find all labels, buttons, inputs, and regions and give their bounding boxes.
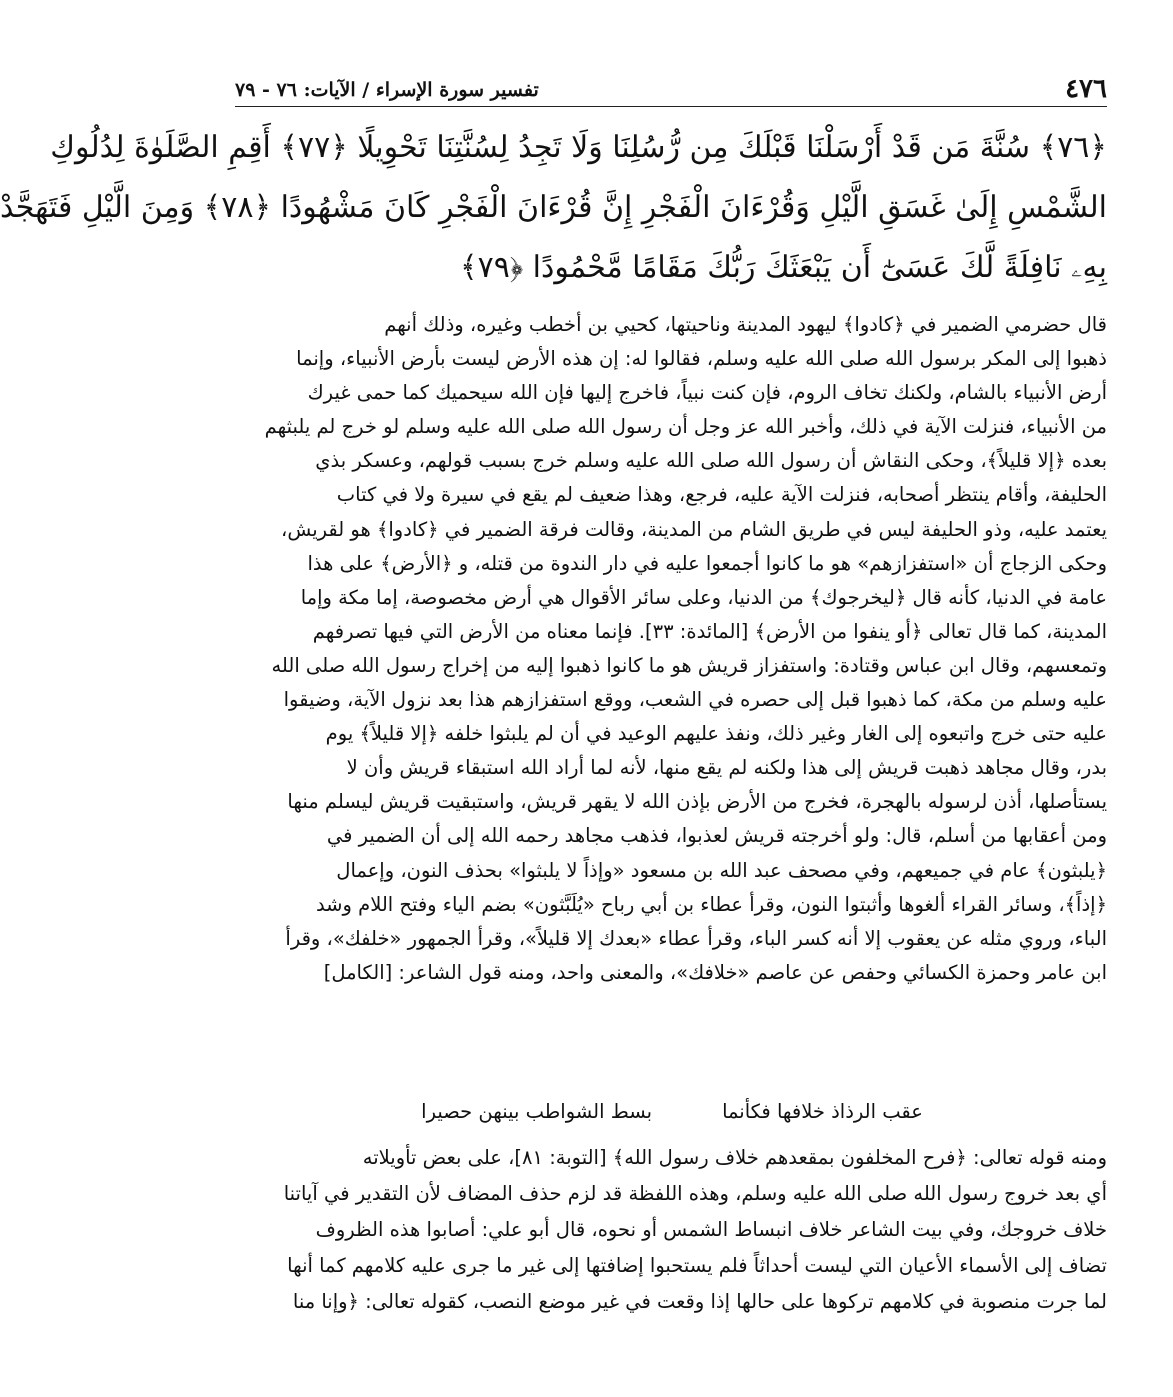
- text-line: قال حضرمي الضمير في ﴿كادوا﴾ ليهود المدينة وناحيتها، كحيي بن أخطب وغيره، وذلك أنهم: [384, 313, 1107, 336]
- text-line: ﴿إذاً﴾، وسائر القراء ألغوها وأثبتوا النون، وقرأ عطاء بن أبي رباح «يُلَبَّثون» بضم الياء وفتح اللام وشد: [315, 892, 1107, 916]
- text-line: الباء، وروي مثله عن يعقوب إلا أنه كسر الباء، وقرأ عطاء «بعدك إلا قليلاً»، وقرأ الجمهور «خلفك»، وقرأ: [285, 926, 1107, 950]
- poetry-verse: [237, 1100, 1107, 1123]
- text-line: يعتمد عليه، وذو الحليفة ليس في طريق الشام من المدينة، وقالت فرقة الضمير في ﴿كادوا﴾ هو لقريش،: [281, 517, 1107, 541]
- text-line: ومنه قوله تعالى: ﴿فرح المخلفون بمقعدهم خلاف رسول الله﴾ [التوبة: ٨١]، على بعض تأويلاته: [362, 1146, 1107, 1169]
- running-title: تفسير سورة الإسراء / الآيات: ٧٦ - ٧٩: [235, 79, 539, 101]
- text-line: تضاف إلى الأسماء الأعيان التي ليست أحداثاً فلم يستحبوا إضافتها إلى غير ما جرى عليه كلامهم كما أنها: [287, 1254, 1107, 1277]
- quran-line: الشَّمْسِ إِلَىٰ غَسَقِ الَّيْلِ وَقُرْءَانَ الْفَجْرِ إِنَّ قُرْءَانَ الْفَجْرِ كَانَ مَشْهُودًا ﴿٧٨﴾ وَمِنَ الَّيْلِ فَتَهَجَّدْ: [0, 190, 1107, 225]
- quran-verses-block: [0, 118, 1107, 298]
- text-line: الحليفة، وأقام ينتظر أصحابه، فنزلت الآية عليه، فرجع، وهذا ضعيف لم يقع في سيرة ولا في كتاب: [336, 483, 1107, 507]
- text-line: ذهبوا إلى المكر برسول الله صلى الله عليه وسلم، فقالوا له: إن هذه الأرض ليست بأرض الأنبياء، وإنما: [296, 347, 1107, 371]
- text-line: المدينة، كما قال تعالى ﴿أو ينفوا من الأرض﴾ [المائدة: ٣٣]. فإنما معناه من الأرض التي فيها تصرفهم: [312, 619, 1107, 643]
- text-line: وتمعسهم، وقال ابن عباس وقتادة: واستفزاز قريش هو ما كانوا ذهبوا إليه من إخراج رسول الله صلى الله: [271, 653, 1107, 677]
- text-line: ابن عامر وحمزة الكسائي وحفص عن عاصم «خلافك»، والمعنى واحد، ومنه قول الشاعر: [الكامل]: [323, 960, 1107, 984]
- text-line: ﴿يلبثون﴾ عام في جميعهم، وفي مصحف عبد الله بن مسعود «وإذاً لا يلبثوا» بحذف النون، وإعمال: [336, 858, 1107, 882]
- text-line: خلاف خروجك، وفي بيت الشاعر خلاف انبساط الشمس أو نحوه، قال أبو علي: أصابوا هذه الظروف: [315, 1218, 1107, 1241]
- text-line: من الأنبياء، فنزلت الآية في ذلك، وأخبر الله عز وجل أن رسول الله صلى الله عليه وسلم لو خرج لم يلبثهم: [264, 415, 1107, 439]
- text-line: وحكى الزجاج أن «استفزازهم» هو ما كانوا أجمعوا عليه في دار الندوة من قتله، و ﴿الأرض﴾ على هذا: [307, 551, 1107, 575]
- quran-line: بِهِۦ نَافِلَةً لَّكَ عَسَىٰٓ أَن يَبْعَثَكَ رَبُّكَ مَقَامًا مَّحْمُودًا ﴿٧٩﴾: [460, 250, 1107, 285]
- text-line: عليه وسلم من مكة، كما ذهبوا قبل إلى حصره في الشعب، ووقع استفزازهم هذا بعد نزول الآية، وضيقوا: [283, 688, 1107, 712]
- commentary-text-continued: [237, 1140, 1107, 1320]
- text-line: عامة في الدنيا، كأنه قال ﴿ليخرجوك﴾ من الدنيا، وعلى سائر الأقوال هي أرض مخصوصة، إما مكة وإما: [300, 585, 1107, 609]
- page-header: [235, 70, 1107, 107]
- text-line: لما جرت منصوبة في كلامهم تركوها على حالها إذا وقعت في غير موضع النصب، كقوله تعالى: ﴿وإنا منا: [292, 1290, 1107, 1313]
- text-line: بعده ﴿إلا قليلاً﴾، وحكى النقاش أن رسول الله صلى الله عليه وسلم خرج بسبب قولهم، وعسكر بذي: [315, 449, 1107, 473]
- text-line: أي بعد خروج رسول الله صلى الله عليه وسلم، وهذه اللفظة قد لزم حذف المضاف لأن التقدير في آياتنا: [283, 1182, 1107, 1205]
- text-line: أرض الأنبياء بالشام، ولكنك تخاف الروم، فإن كنت نبياً، فاخرج إليها فإن الله سيحميك كما حمى غيرك: [307, 381, 1107, 405]
- text-line: عليه حتى خرج واتبعوه إلى الغار وغير ذلك، ونفذ عليهم الوعيد في أن لم يلبثوا خلفه ﴿إلا قليلاً﴾ يوم: [325, 722, 1107, 746]
- commentary-text: [237, 308, 1107, 990]
- text-line: بدر، وقال مجاهد ذهبت قريش إلى هذا ولكنه لم يقع منها، لأنه لما أراد الله استبقاء قريش وأن لا: [346, 756, 1107, 780]
- verse-second-hemistich: بسط الشواطب بينهن حصيرا: [421, 1100, 653, 1123]
- text-line: يستأصلها، أذن لرسوله بالهجرة، فخرج من الأرض بإذن الله لا يقهر قريش، واستبقيت قريش ليسلم منها: [287, 790, 1107, 814]
- page-number: ٤٧٦: [1065, 74, 1107, 104]
- text-line: ومن أعقابها من أسلم، قال: ولو أخرجته قريش لعذبوا، فذهب مجاهد رحمه الله إلى أن الضمير في: [326, 824, 1107, 848]
- quran-line: ﴿٧٦﴾ سُنَّةَ مَن قَدْ أَرْسَلْنَا قَبْلَكَ مِن رُّسُلِنَا وَلَا تَجِدُ لِسُنَّتِنَا تَحْوِيلًا ﴿٧٧﴾ أَقِمِ الصَّلَوٰةَ لِدُلُوكِ: [50, 130, 1107, 165]
- verse-first-hemistich: عقب الرذاذ خلافها فكأنما: [722, 1100, 923, 1123]
